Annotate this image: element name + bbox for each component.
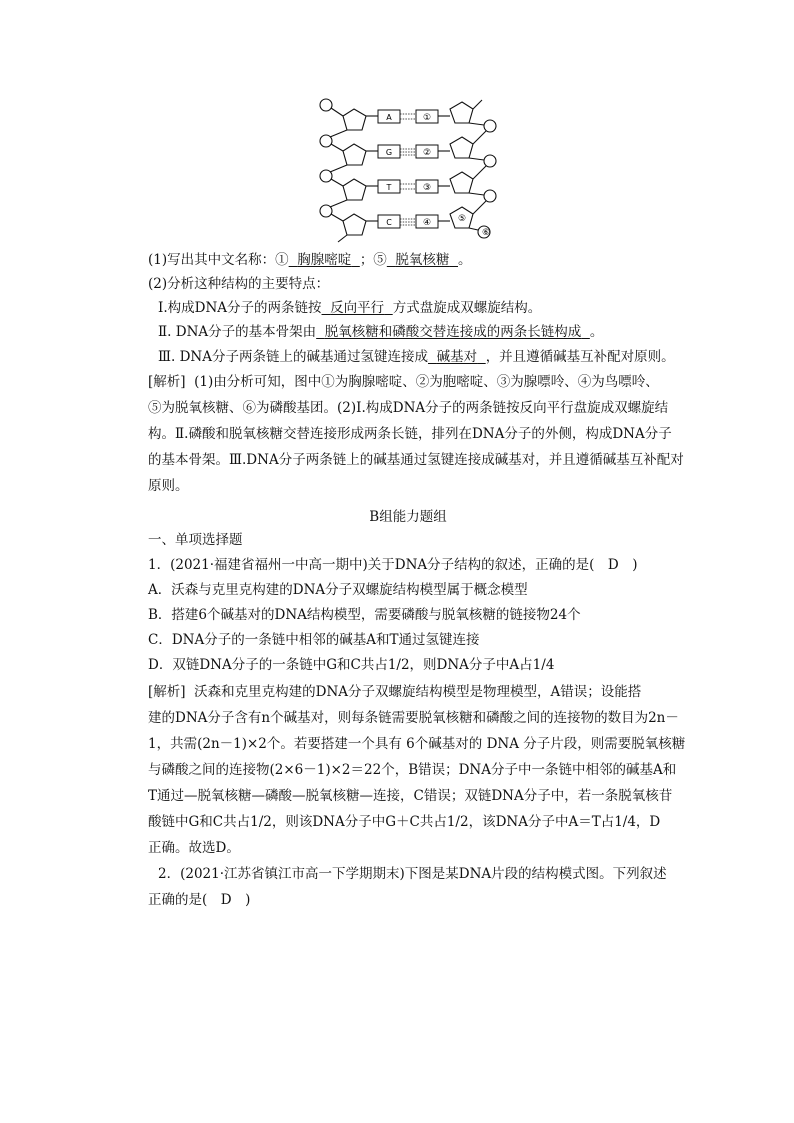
q1-option-c: C．DNA分子的一条链中相邻的碱基A和T通过氢键连接: [148, 632, 480, 648]
q1-option-a: A．沃森与克里克构建的DNA分子双螺旋结构模型属于概念模型: [148, 582, 528, 598]
left-backbone: [320, 99, 378, 242]
analysis-2-line-2: 建的DNA分子含有n个碱基对，则每条链需要脱氧核糖和磷酸之间的连接物的数目为2n－: [148, 710, 679, 726]
sugar-pentagon: [343, 144, 366, 165]
phosphate-circle: [320, 99, 332, 111]
base-label-left: A: [386, 113, 392, 122]
analysis-2-line-1: [解析] 沃森和克里克构建的DNA分子双螺旋结构模型是物理模型，A错误；设能搭: [148, 684, 642, 700]
q2-line-2: 正确的是( D ): [148, 892, 251, 908]
feature-3: Ⅲ. DNA分子两条链上的碱基通过氢键连接成 碱基对 ，并且遵循碱基互补配对原则。: [158, 349, 675, 365]
phosphate-circle: [484, 120, 496, 132]
sugar-pentagon: [450, 172, 473, 193]
sugar-pentagon: [343, 179, 366, 200]
base-label-left: G: [385, 148, 393, 157]
question-names: (1)写出其中文名称：① 胸腺嘧啶 ；⑤ 脱氧核糖 。: [148, 252, 472, 268]
analysis-2-line-5: T通过—脱氧核糖—磷酸—脱氧核糖—连接，C错误；双链DNA分子中，若一条脱氧核苷: [148, 788, 673, 804]
hydrogen-bonds: [400, 114, 416, 225]
feature-3-answer: 碱基对: [436, 349, 478, 365]
analysis-1-line-3: 构。Ⅱ.磷酸和脱氧核糖交替连接形成两条长链，排列在DNA分子的外侧，构成DNA分子: [148, 426, 672, 442]
question-features-title: (2)分析这种结构的主要特点：: [148, 276, 330, 292]
phosphate-label: ⑥: [481, 228, 491, 238]
analysis-1-line-5: 原则。: [148, 478, 189, 494]
analysis-1-line-1: [解析] (1)由分析可知，图中①为胸腺嘧啶、②为胞嘧啶、③为腺嘌呤、④为鸟嘌呤、: [148, 374, 659, 390]
analysis-1-line-2: ⑤为脱氧核糖、⑥为磷酸基团。(2)Ⅰ.构成DNA分子的两条链按反向平行盘旋成双螺旋结: [148, 400, 669, 416]
sugar-pentagon: [450, 137, 473, 158]
right-backbone: [438, 100, 496, 238]
q1-option-d: D．双链DNA分子的一条链中G和C共占1/2，则DNA分子中A占1/4: [148, 657, 555, 673]
phosphate-circle: [484, 190, 496, 202]
answer-5: 脱氧核糖: [395, 252, 450, 268]
section-title: 一、单项选择题: [148, 532, 243, 548]
base-label-right: ①: [422, 113, 432, 123]
feature-2: Ⅱ. DNA分子的基本骨架由 脱氧核糖和磷酸交替连接成的两条长链构成 。: [158, 324, 604, 340]
sugar-pentagon: [343, 214, 366, 235]
right-bases: [416, 110, 438, 228]
sugar-pentagon: [343, 109, 366, 130]
base-label-right: ④: [422, 218, 432, 228]
feature-1-answer: 反向平行: [330, 300, 385, 316]
analysis-2-line-6: 酸链中G和C共占1/2，则该DNA分子中G＋C共占1/2，该DNA分子中A＝T占1/4，D: [148, 814, 661, 830]
feature-1: Ⅰ.构成DNA分子的两条链按 反向平行 方式盘旋成双螺旋结构。: [158, 300, 542, 316]
dna-structure-diagram: [310, 95, 500, 245]
answer-1: 胸腺嘧啶: [297, 252, 352, 268]
analysis-2-line-7: 正确。故选D。: [148, 840, 240, 856]
base-label-right: ②: [422, 148, 432, 158]
q1-option-b: B．搭建6个碱基对的DNA结构模型，需要磷酸与脱氧核糖的链接物24个: [148, 607, 581, 623]
sugar-pentagon: [450, 102, 473, 123]
q1-stem: 1．(2021·福建省福州一中高一期中)关于DNA分子结构的叙述，正确的是( D ): [148, 557, 638, 573]
analysis-2-line-3: 1，共需(2n－1)×2个。若要搭建一个具有 6个碱基对的 DNA 分子片段，则需要脱氧核糖: [148, 736, 686, 752]
q2-line-1: 2．(2021·江苏省镇江市高一下学期期末)下图是某DNA片段的结构模式图。下列叙述: [158, 866, 667, 882]
group-title: B组能力题组: [369, 509, 447, 525]
analysis-1-line-4: 的基本骨架。Ⅲ.DNA分子两条链上的碱基通过氢键连接成碱基对，并且遵循碱基互补配对: [148, 452, 684, 468]
feature-2-answer: 脱氧核糖和磷酸交替连接成的两条长链构成: [324, 324, 582, 340]
base-label-left: T: [386, 183, 392, 192]
base-label-right: ③: [422, 183, 432, 193]
analysis-2-line-4: 与磷酸之间的连接物(2×6－1)×2＝22个，B错误；DNA分子中一条链中相邻的碱基A和: [148, 762, 677, 778]
base-label-left: C: [386, 218, 392, 227]
phosphate-circle: [484, 155, 496, 167]
sugar-label: ⑤: [457, 214, 467, 224]
left-bases: [378, 110, 400, 228]
